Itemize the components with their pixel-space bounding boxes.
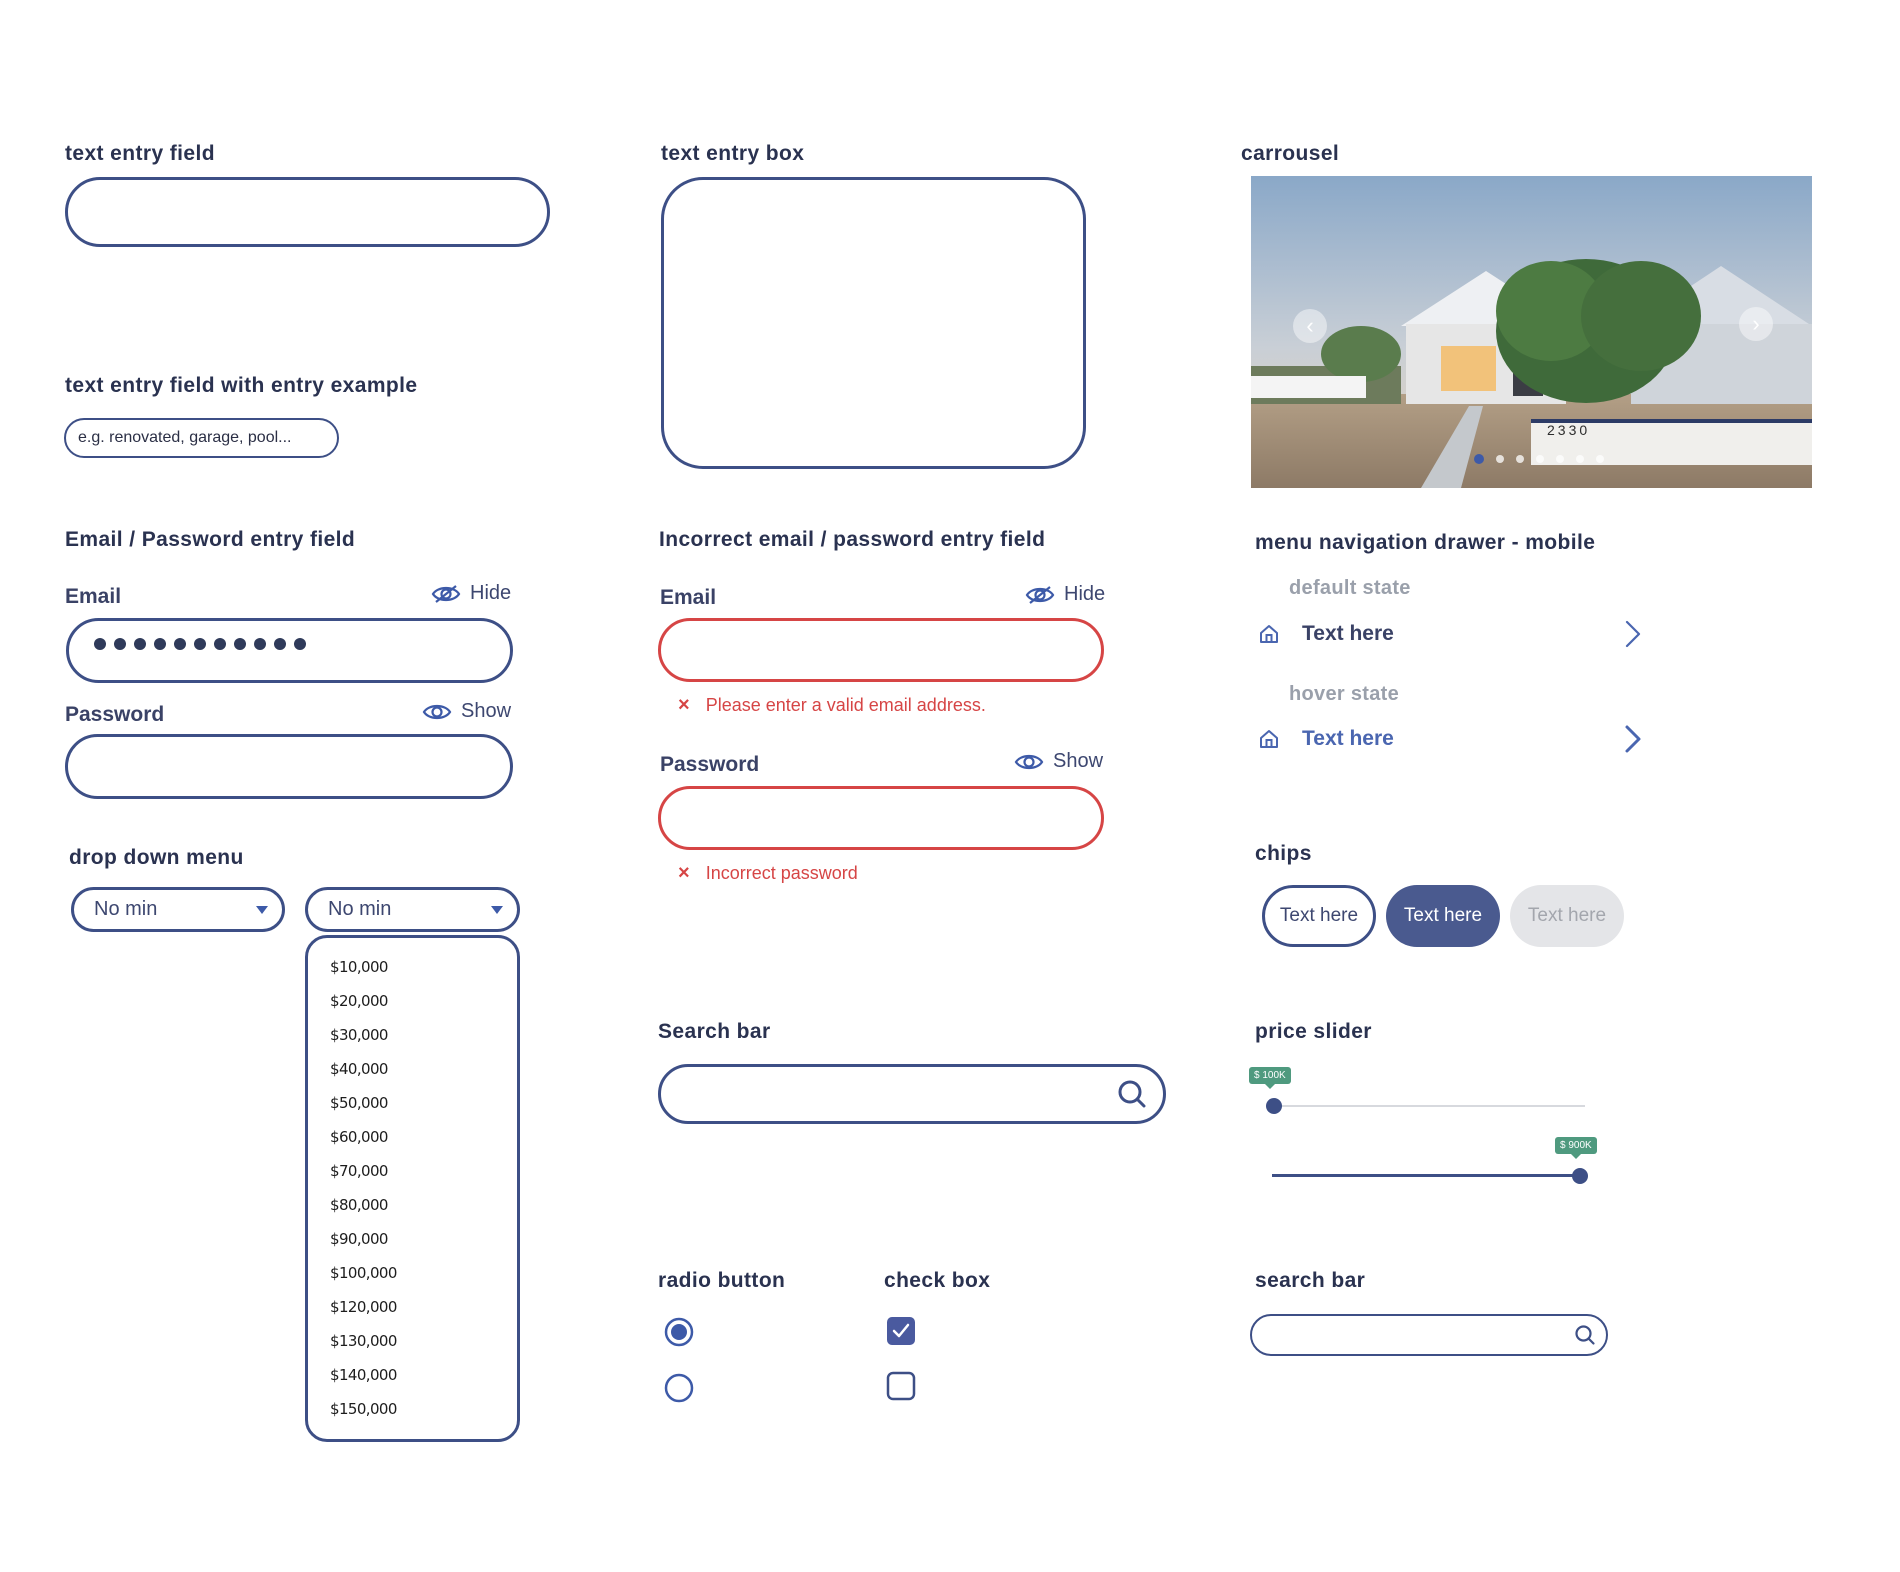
heading-email-password: Email / Password entry field bbox=[65, 528, 356, 551]
dropdown-option[interactable]: $40,000 bbox=[330, 1060, 388, 1078]
slider-handle-max[interactable] bbox=[1572, 1168, 1588, 1184]
heading-price-slider: price slider bbox=[1255, 1020, 1372, 1043]
text-entry-box[interactable] bbox=[661, 177, 1086, 469]
caret-down-icon bbox=[256, 906, 268, 914]
password-input-error[interactable] bbox=[658, 786, 1104, 850]
dropdown-collapsed-value: No min bbox=[94, 898, 158, 920]
radio-button-checked[interactable] bbox=[663, 1316, 695, 1348]
dropdown-option[interactable]: $150,000 bbox=[330, 1400, 397, 1418]
carousel-prev-icon[interactable]: ‹ bbox=[1293, 309, 1327, 343]
heading-menu-drawer: menu navigation drawer - mobile bbox=[1255, 531, 1596, 554]
email-input-error[interactable] bbox=[658, 618, 1104, 682]
home-icon bbox=[1258, 623, 1280, 645]
show-label: Show bbox=[1053, 750, 1104, 772]
checkbox-unchecked[interactable] bbox=[886, 1371, 916, 1401]
dropdown-option[interactable]: $30,000 bbox=[330, 1026, 388, 1044]
show-toggle-error[interactable] bbox=[1014, 750, 1103, 773]
error-x-icon: × bbox=[678, 862, 690, 884]
default-state-label: default state bbox=[1289, 577, 1411, 599]
text-entry-field[interactable] bbox=[65, 177, 550, 247]
email-error-message bbox=[678, 694, 986, 717]
eye-icon bbox=[422, 701, 452, 723]
dropdown-option[interactable]: $140,000 bbox=[330, 1366, 397, 1384]
chip-outline[interactable]: Text here bbox=[1262, 885, 1376, 947]
nav-item-hover[interactable] bbox=[1258, 719, 1643, 759]
pagination-dot[interactable] bbox=[1536, 455, 1544, 463]
pagination-dot[interactable] bbox=[1576, 455, 1584, 463]
dropdown-option[interactable]: $120,000 bbox=[330, 1298, 397, 1316]
carousel-next-icon[interactable]: › bbox=[1739, 307, 1773, 341]
example-placeholder: e.g. renovated, garage, pool... bbox=[78, 429, 292, 446]
dropdown-option[interactable]: $100,000 bbox=[330, 1264, 397, 1282]
dropdown-option[interactable]: $80,000 bbox=[330, 1196, 388, 1214]
dropdown-option[interactable]: $10,000 bbox=[330, 958, 388, 976]
search-icon[interactable] bbox=[1116, 1078, 1148, 1110]
example-input[interactable] bbox=[64, 418, 339, 458]
carousel[interactable] bbox=[1251, 176, 1812, 488]
show-toggle[interactable] bbox=[422, 700, 511, 723]
heading-search-bar-small: search bar bbox=[1255, 1269, 1366, 1292]
slider-track-min bbox=[1278, 1105, 1585, 1107]
carousel-pagination bbox=[1474, 454, 1604, 464]
pagination-dot[interactable] bbox=[1516, 455, 1524, 463]
nav-item-label: Text here bbox=[1302, 622, 1394, 645]
dropdown-open[interactable] bbox=[305, 887, 520, 932]
password-error-message bbox=[678, 862, 858, 885]
dropdown-collapsed[interactable] bbox=[71, 887, 285, 932]
max-price-tag: $ 900K bbox=[1555, 1137, 1597, 1154]
password-error-text: Incorrect password bbox=[705, 863, 858, 883]
heading-drop-down: drop down menu bbox=[69, 846, 244, 869]
heading-chips: chips bbox=[1255, 842, 1312, 865]
dropdown-option[interactable]: $70,000 bbox=[330, 1162, 388, 1180]
pagination-dot[interactable] bbox=[1556, 455, 1564, 463]
search-icon[interactable] bbox=[1574, 1324, 1596, 1346]
dropdown-option[interactable]: $20,000 bbox=[330, 992, 388, 1010]
pagination-dot-active[interactable] bbox=[1474, 454, 1484, 464]
password-input[interactable] bbox=[65, 734, 513, 799]
eye-slash-icon bbox=[431, 583, 461, 605]
house-number: 2330 bbox=[1547, 422, 1591, 438]
email-error-label: Email bbox=[660, 586, 717, 609]
hide-toggle-error[interactable] bbox=[1025, 583, 1105, 606]
show-label: Show bbox=[461, 700, 512, 722]
search-bar-input[interactable] bbox=[658, 1064, 1166, 1124]
chip-selected[interactable]: Text here bbox=[1386, 885, 1500, 947]
dropdown-option[interactable]: $130,000 bbox=[330, 1332, 397, 1350]
password-error-label: Password bbox=[660, 753, 760, 776]
email-input[interactable] bbox=[66, 618, 513, 683]
pagination-dot[interactable] bbox=[1496, 455, 1504, 463]
email-label: Email bbox=[65, 585, 122, 608]
hide-toggle[interactable] bbox=[431, 582, 511, 605]
hide-label: Hide bbox=[470, 582, 512, 604]
chevron-right-icon bbox=[1623, 724, 1643, 754]
pagination-dot[interactable] bbox=[1596, 455, 1604, 463]
slider-track-active bbox=[1272, 1174, 1584, 1177]
dropdown-option[interactable]: $60,000 bbox=[330, 1128, 388, 1146]
chevron-right-icon bbox=[1623, 619, 1643, 649]
heading-text-entry-example: text entry field with entry example bbox=[65, 374, 418, 397]
masked-password-dots bbox=[94, 638, 306, 650]
caret-down-icon bbox=[491, 906, 503, 914]
heading-check-box: check box bbox=[884, 1269, 991, 1292]
eye-slash-icon bbox=[1025, 584, 1055, 606]
password-label: Password bbox=[65, 703, 165, 726]
error-x-icon: × bbox=[678, 694, 690, 716]
heading-text-entry-field: text entry field bbox=[65, 142, 215, 165]
heading-carrousel: carrousel bbox=[1241, 142, 1340, 165]
heading-incorrect-email-password: Incorrect email / password entry field bbox=[659, 528, 1046, 551]
heading-search-bar: Search bar bbox=[658, 1020, 771, 1043]
heading-radio-button: radio button bbox=[658, 1269, 786, 1292]
nav-item-label: Text here bbox=[1302, 727, 1394, 750]
home-icon bbox=[1258, 728, 1280, 750]
house-photo-image bbox=[1251, 176, 1812, 488]
heading-text-entry-box: text entry box bbox=[661, 142, 805, 165]
radio-button-unchecked[interactable] bbox=[663, 1372, 695, 1404]
nav-item-default[interactable] bbox=[1258, 614, 1643, 654]
dropdown-option[interactable]: $90,000 bbox=[330, 1230, 388, 1248]
email-error-text: Please enter a valid email address. bbox=[705, 695, 986, 715]
eye-icon bbox=[1014, 751, 1044, 773]
hover-state-label: hover state bbox=[1289, 683, 1400, 705]
min-price-tag: $ 100K bbox=[1249, 1067, 1291, 1084]
hide-label: Hide bbox=[1064, 583, 1106, 605]
dropdown-open-value: No min bbox=[328, 898, 392, 920]
dropdown-option[interactable]: $50,000 bbox=[330, 1094, 388, 1112]
chip-disabled[interactable]: Text here bbox=[1510, 885, 1624, 947]
search-bar-small-input[interactable] bbox=[1250, 1314, 1608, 1356]
checkbox-checked[interactable] bbox=[886, 1316, 916, 1346]
slider-handle-min[interactable] bbox=[1266, 1098, 1282, 1114]
